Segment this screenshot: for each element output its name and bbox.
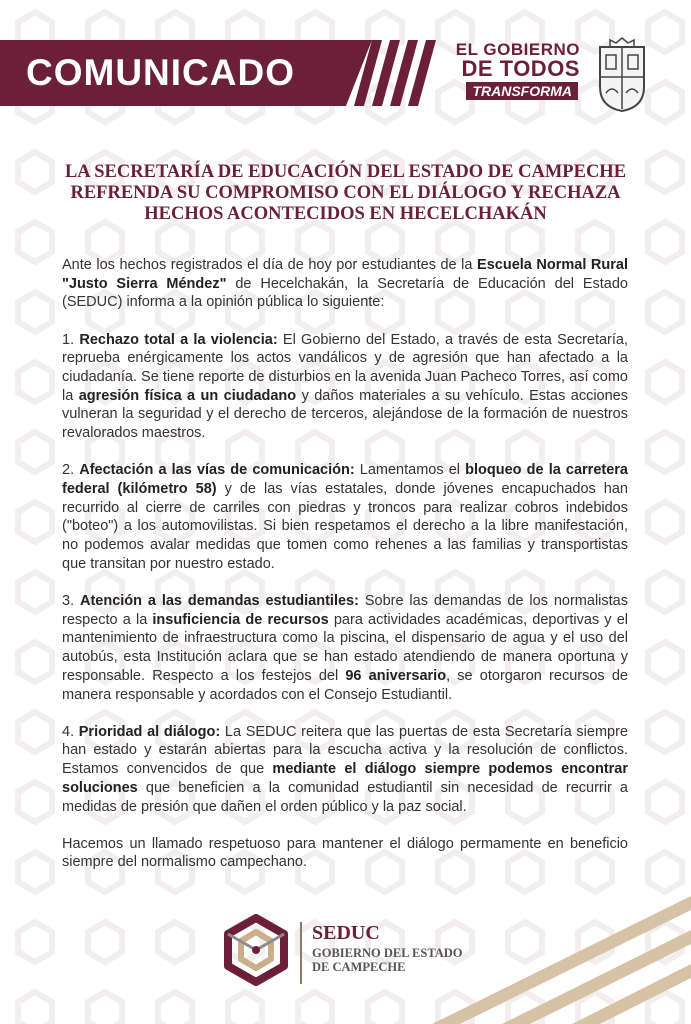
point-3-title: Atención a las demandas estudiantiles: xyxy=(79,593,359,610)
point-2-paragraph xyxy=(62,461,628,573)
point-1-bold-1: agresión física a un ciudadano xyxy=(78,387,297,404)
intro-school-name: Escuela Normal Rural "Justo Sierra Méndez" xyxy=(62,257,628,292)
intro-text-2: de Hecelchakán, la Secretaría de Educación del Estado (SEDUC) informa a la opinión pública lo siguiente: xyxy=(62,275,628,311)
government-logo xyxy=(440,40,580,102)
seduc-name: SEDUC xyxy=(312,922,380,944)
point-4-bold-1: mediante el diálogo siempre podemos encontrar soluciones xyxy=(62,761,629,796)
point-4-number: 4. xyxy=(62,723,79,740)
point-1-title: Rechazo total a la violencia: xyxy=(79,331,278,348)
point-1-text-1: El Gobierno del Estado, a través de esta Secretaría, reprueba enérgicamente los actos vandálicos y de agresión que han afectado a la ciudadanía. Se tiene reporte de disturbios en la avenida Juan Pacheco Torres, así como la xyxy=(62,331,629,404)
point-3-number: 3. xyxy=(62,593,80,610)
gov-logo-line2: DE TODOS xyxy=(461,56,580,81)
statement-body xyxy=(62,256,628,891)
point-2-text-2: y de las vías estatales, donde jóvenes encapuchados han recurrido al cierre de carriles con piedras y troncos para realizar cobros indebidos ("boteo") a los automovilistas. Si bien respetamos el derecho a la libre manifestación, no podemos avalar medidas que tomen como rehenes a las familias y transportistas que transitan por nuestro estado. xyxy=(62,481,628,572)
intro-text-1: Ante los hechos registrados el día de hoy por estudiantes de la xyxy=(62,257,478,273)
banner-title: COMUNICADO xyxy=(26,52,295,93)
point-4-paragraph xyxy=(62,723,628,817)
seduc-gov-line2: DE CAMPECHE xyxy=(312,960,406,974)
point-3-bold-2: 96 aniversario xyxy=(345,667,447,684)
point-3-paragraph xyxy=(62,592,628,704)
point-2-bold-1: bloqueo de la carretera federal (kilómetro 58) xyxy=(62,462,628,498)
point-2-title: Afectación a las vías de comunicación: xyxy=(79,462,355,479)
point-1-text-2: y daños materiales a su vehículo. Estas acciones vulneran la seguridad y el derecho de terceros, alejándose de la formación de nuestros revalorados maestros. xyxy=(62,387,628,442)
point-4-title: Prioridad al diálogo: xyxy=(78,723,221,740)
point-3-bold-1: insuficiencia de recursos xyxy=(152,611,329,628)
point-2-text-1: Lamentamos el xyxy=(354,462,466,479)
seduc-logo-icon xyxy=(220,914,292,986)
state-crest-icon xyxy=(596,37,648,113)
seduc-gov-line1: GOBIERNO DEL ESTADO xyxy=(312,946,463,960)
point-4-text-1: La SEDUC reitera que las puertas de esta Secretaría siempre han estado y estarán abiertas para la escucha activa y la resolución de conflictos. Estamos convencidos de que xyxy=(62,723,628,778)
point-3-text-1: Sobre las demandas de los normalistas respecto a la xyxy=(62,593,628,628)
footer-divider xyxy=(300,922,302,984)
headline: LA SECRETARÍA DE EDUCACIÓN DEL ESTADO DE CAMPECHE REFRENDA SU COMPROMISO CON EL DIÁLOGO Y RECHAZA HECHOS ACONTECIDOS EN HECELCHAKÁN xyxy=(64,162,627,224)
point-3-text-2: para actividades académicas, deportivas y el mantenimiento de infraestructura como la piscina, el dispensario de agua y el uso del autobús, esta Institución aclara que se han estado atendiendo de manera oportuna y responsable. Respecto a los festejos del xyxy=(62,611,628,684)
seduc-government xyxy=(312,946,463,974)
banner-stripes xyxy=(352,40,442,106)
gov-logo-tag: TRANSFORMA xyxy=(466,82,578,100)
point-1-paragraph xyxy=(62,331,628,443)
point-1-number: 1. xyxy=(62,331,80,348)
point-4-text-2: que beneficien a la comunidad estudiantil sin necesidad de recurrir a medidas de presión que dañen el orden público y la paz social. xyxy=(62,779,628,815)
intro-paragraph xyxy=(62,256,628,312)
point-3-text-3: , se otorgaron recursos de manera responsable y acordados con el Consejo Estudiantil. xyxy=(62,667,628,703)
gov-logo-line1: EL GOBIERNO xyxy=(455,40,580,59)
point-2-number: 2. xyxy=(62,462,80,479)
closing-paragraph: Hacemos un llamado respetuoso para mantener el diálogo permamente en beneficio siempre del normalismo campechano. xyxy=(62,835,628,871)
